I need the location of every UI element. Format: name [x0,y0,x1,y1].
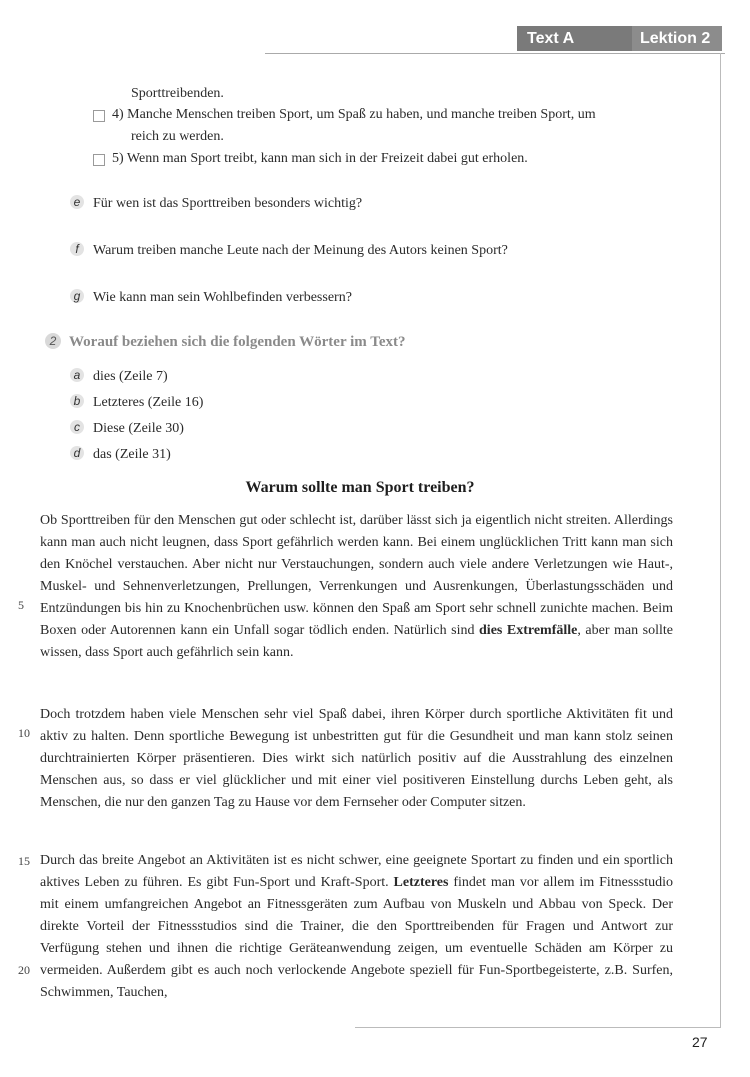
line-number-20: 20 [18,963,30,977]
article-paragraph-2: Doch trotzdem haben viele Menschen sehr viel Spaß dabei, ihren Körper durch sportliche Aktivitäten fit und aktiv zu halten. Denn sportliche Bewegung ist unbestritten gut für die Gesundheit und man kann stolz seinen durchtrainierten Körper präsentieren. Dies wirkt sich natürlich positiv auf die Ausstrahlung des einzelnen Menschen aus, so dass er viel glücklicher und mit einer viel positiveren Einstellung durchs Leben geht, als Menschen, die nur den ganzen Tag zu Hause vor dem Fernseher oder Computer sitzen. [40,707,673,810]
article-paragraph-3: Durch das breite Angebot an Aktivitäten ist es nicht schwer, eine geeignete Sportart zu finden und ein sportlich aktives Leben zu führen. Es gibt Fun-Sport und Kraft-Sport. Letzteres findet man vor allem im Fitnessstudio mit einem umfangreichen Angebot an Fitnessgeräten zum Aufbau von Muskeln und Abbau von Speck. Der direkte Vorteil der Fitnessstudios sind die Trainer, die den Sporttreibenden für Fragen und Antwort zur Verfügung stehen und ihnen die richtige Geräteanwendung zeigen, um eventuelle Schäden am Körper zu vermeiden. Außerdem gibt es auch noch verlockende Angebote speziell für Fun-Sportbegeisterte, z.B. Surfen, Schwimmen, Tauchen, [40,853,673,1000]
page-number: 27 [692,1034,708,1050]
line-number-15: 15 [18,854,30,868]
side-rule [720,53,721,1028]
statement-4-line-1: 4) Manche Menschen treiben Sport, um Spaß zu haben, und manche treiben Sport, um [112,107,596,122]
item-a-marker: a [70,368,84,382]
bold-term-dies-extremfaelle: dies Extremfälle [479,623,578,638]
statement-4-line-2: reich zu werden. [131,129,224,144]
article-title: Warum sollte man Sport treiben? [245,479,475,496]
text-label: Text A [517,26,632,51]
question-f-marker: f [70,242,84,256]
line-number-5: 5 [18,598,24,612]
bold-term-letzteres: Letzteres [393,875,449,890]
article-paragraph-1: Ob Sporttreiben für den Menschen gut oder schlecht ist, darüber lässt sich ja eigentlich nicht streiten. Allerdings kann man auch nicht leugnen, dass Sport gefährlich werden kann. Bei einem unglücklichen Tritt kann man sich den Knöchel verstauchen. Aber nicht nur Verstauchungen, sondern auch viele andere Verletzungen wie Haut-, Muskel- und Sehnenverletzungen, Prellungen, Verrenkungen und Ausrenkungen, Überlastungsschäden und Entzündungen bis hin zu Knochenbrüchen usw. können den Spaß am Sport sehr schnell zunichte machen. Beim Boxen oder Autorennen kann ein Unfall sogar tödlich enden. Natürlich sind dies Extremfälle, aber man sollte wissen, dass Sport auch gefährlich sein kann. [40,513,674,660]
question-g: Wie kann man sein Wohlbefinden verbessern? [93,290,352,305]
lesson-header [517,26,722,51]
lesson-label: Lektion 2 [640,30,711,47]
exercise-2-heading: Worauf beziehen sich die folgenden Wörter im Text? [69,334,406,350]
item-c: Diese (Zeile 30) [93,421,184,436]
header-rule [265,53,725,54]
line-number-10: 10 [18,726,30,740]
bottom-rule [355,1027,721,1028]
question-f: Warum treiben manche Leute nach der Meinung des Autors keinen Sport? [93,243,508,258]
question-e: Für wen ist das Sporttreiben besonders wichtig? [93,196,363,211]
item-a: dies (Zeile 7) [93,369,168,384]
question-g-marker: g [70,289,84,303]
question-e-marker: e [70,195,84,209]
item-b: Letzteres (Zeile 16) [93,395,204,410]
statement-5: 5) Wenn man Sport treibt, kann man sich in der Freizeit dabei gut erholen. [112,151,528,166]
statement-4-checkbox[interactable] [93,110,105,122]
item-b-marker: b [70,394,84,408]
item-d: das (Zeile 31) [93,447,171,462]
item-c-marker: c [70,420,84,434]
statement-5-checkbox[interactable] [93,154,105,166]
item-d-marker: d [70,446,84,460]
statement-continuation: Sporttreibenden. [131,86,224,101]
exercise-2-marker: 2 [45,333,61,349]
